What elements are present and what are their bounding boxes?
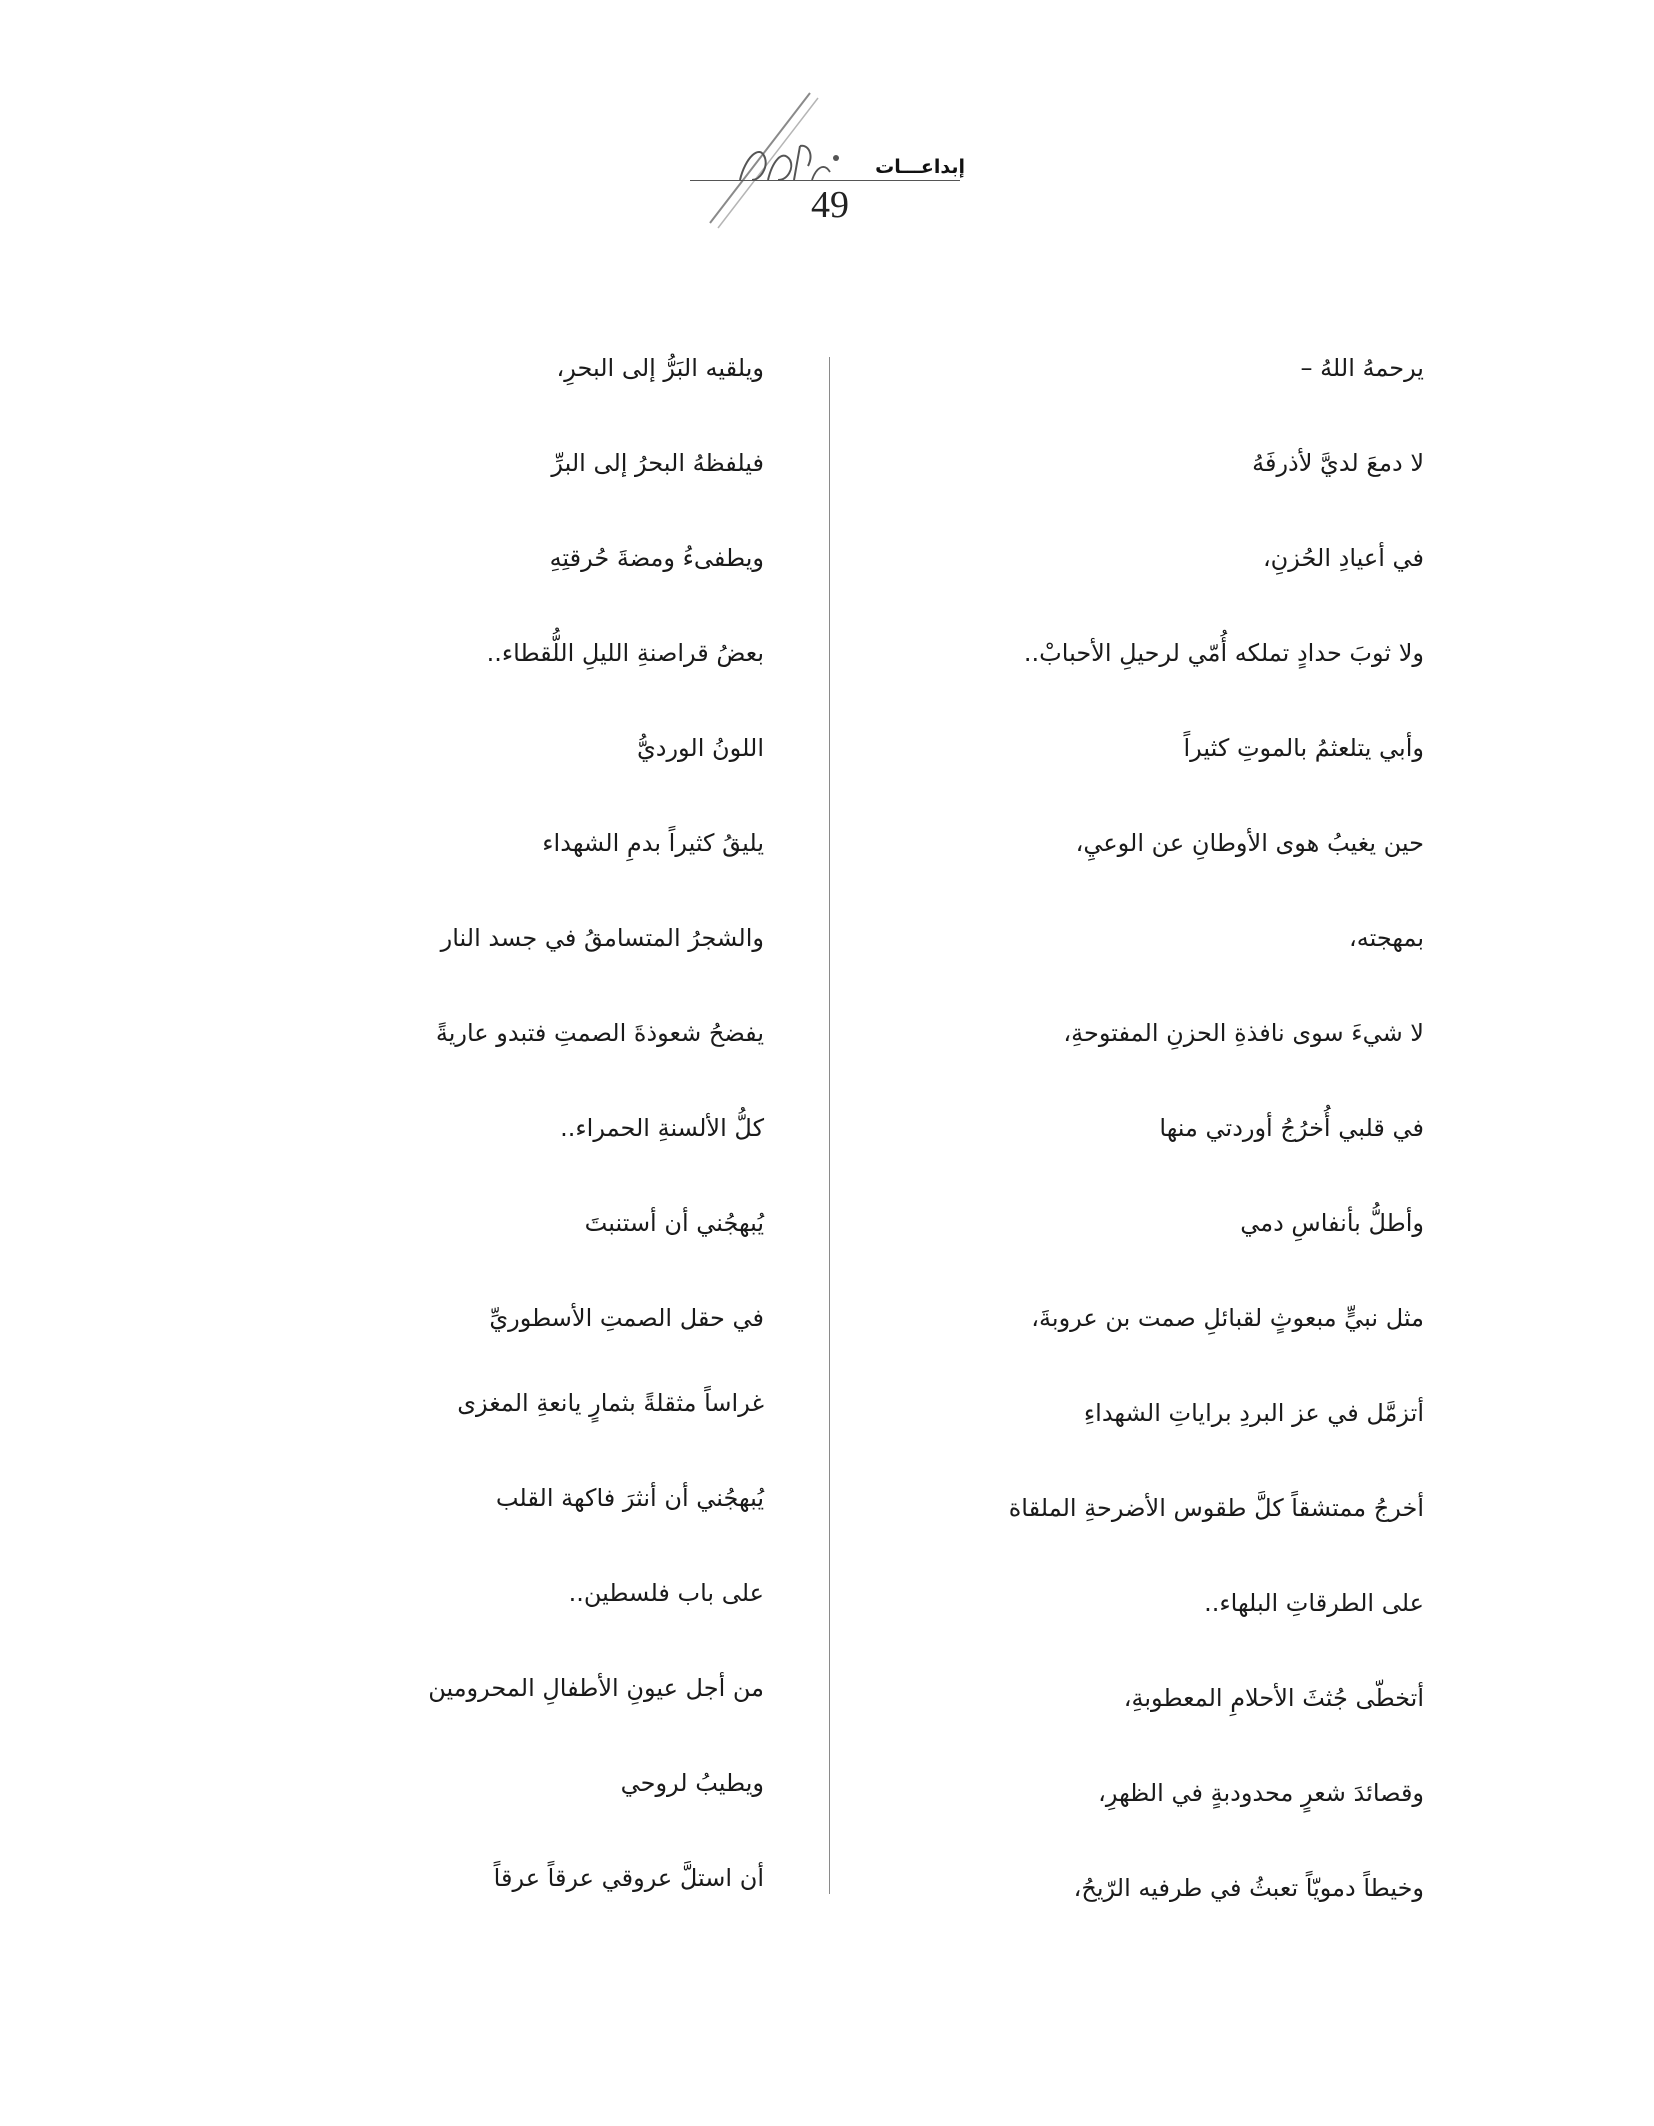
poem-line: يُبهجُني أن أنثرَ فاكهة القلب	[495, 1484, 764, 1512]
poem-line: غراساً مثقلةً بثمارٍ يانعةِ المغزى	[457, 1389, 764, 1417]
poem-line: أتزمَّل في عز البردِ براياتِ الشهداءِ	[1083, 1399, 1424, 1427]
poem-line: يليقُ كثيراً بدمِ الشهداء	[542, 829, 764, 857]
poem-line: اللونُ الورديُّ	[636, 734, 764, 762]
poem-line: والشجرُ المتسامقُ في جسد النار	[440, 924, 764, 952]
poem-line: لا شيءَ سوى نافذةِ الحزنِ المفتوحةِ،	[1063, 1019, 1424, 1047]
poem-line: فيلفظهُ البحرُ إلى البرِّ	[551, 449, 764, 477]
poem-line: ولا ثوبَ حدادٍ تملكه أُمّي لرحيلِ الأحبابْ..	[1023, 639, 1424, 667]
page-number: 49	[811, 184, 849, 226]
poem-line: وأطلُّ بأنفاسِ دمي	[1240, 1209, 1424, 1237]
column-divider	[829, 357, 830, 1894]
poem-line: في حقل الصمتِ الأسطوريِّ	[489, 1304, 764, 1332]
poem-line: على باب فلسطين..	[568, 1579, 764, 1607]
poem-line: يُبهجُني أن أستنبتَ	[584, 1209, 764, 1237]
poem-line: بعضُ قراصنةِ الليلِ اللُّقطاء..	[486, 639, 764, 667]
poem-line: في قلبي أُخرُجُ أوردتي منها	[1159, 1114, 1424, 1142]
poem-line: لا دمعَ لديَّ لأذرفَهُ	[1252, 449, 1424, 477]
poem-line: يرحمهُ اللهُ –	[1300, 354, 1424, 382]
poem-line: وأبي يتلعثمُ بالموتِ كثيراً	[1183, 734, 1424, 762]
poem-line: ويطيبُ لروحي	[620, 1769, 764, 1797]
poem-line: أتخطّى جُثثَ الأحلامِ المعطوبةِ،	[1123, 1684, 1424, 1712]
poem-line: حين يغيبُ هوى الأوطانِ عن الوعيِ،	[1075, 829, 1424, 857]
poem-line: من أجل عيونِ الأطفالِ المحرومين	[428, 1674, 764, 1702]
poem-line: وقصائدَ شعرٍ محدودبةٍ في الظهرِ،	[1098, 1779, 1424, 1807]
poem-line: ويلقيه البَرُّ إلى البحرِ،	[556, 354, 764, 382]
poem-line: على الطرقاتِ البلهاء..	[1204, 1589, 1424, 1617]
poem-line: أخرجُ ممتشقاً كلَّ طقوس الأضرحةِ الملقاة	[1008, 1494, 1424, 1522]
poem-line: ويطفىءُ ومضةَ حُرقتِهِ	[549, 544, 764, 572]
poem-line: بمهجته،	[1349, 924, 1424, 952]
poem-line: يفضحُ شعوذةَ الصمتِ فتبدو عاريةً	[435, 1019, 764, 1047]
poem-line: مثل نبيٍّ مبعوثٍ لقبائلِ صمت بن عروبةَ،	[1031, 1304, 1424, 1332]
poem-line: أن استلَّ عروقي عرقاً عرقاً	[493, 1864, 764, 1892]
poem-line: في أعيادِ الحُزنِ،	[1262, 544, 1424, 572]
poem-line: كلُّ الألسنةِ الحمراء..	[560, 1114, 764, 1142]
header-divider	[690, 180, 960, 181]
section-label: إبداعـــات	[875, 156, 965, 178]
poem-line: وخيطاً دمويّاً تعبثُ في طرفيه الرّيحُ،	[1073, 1874, 1424, 1902]
